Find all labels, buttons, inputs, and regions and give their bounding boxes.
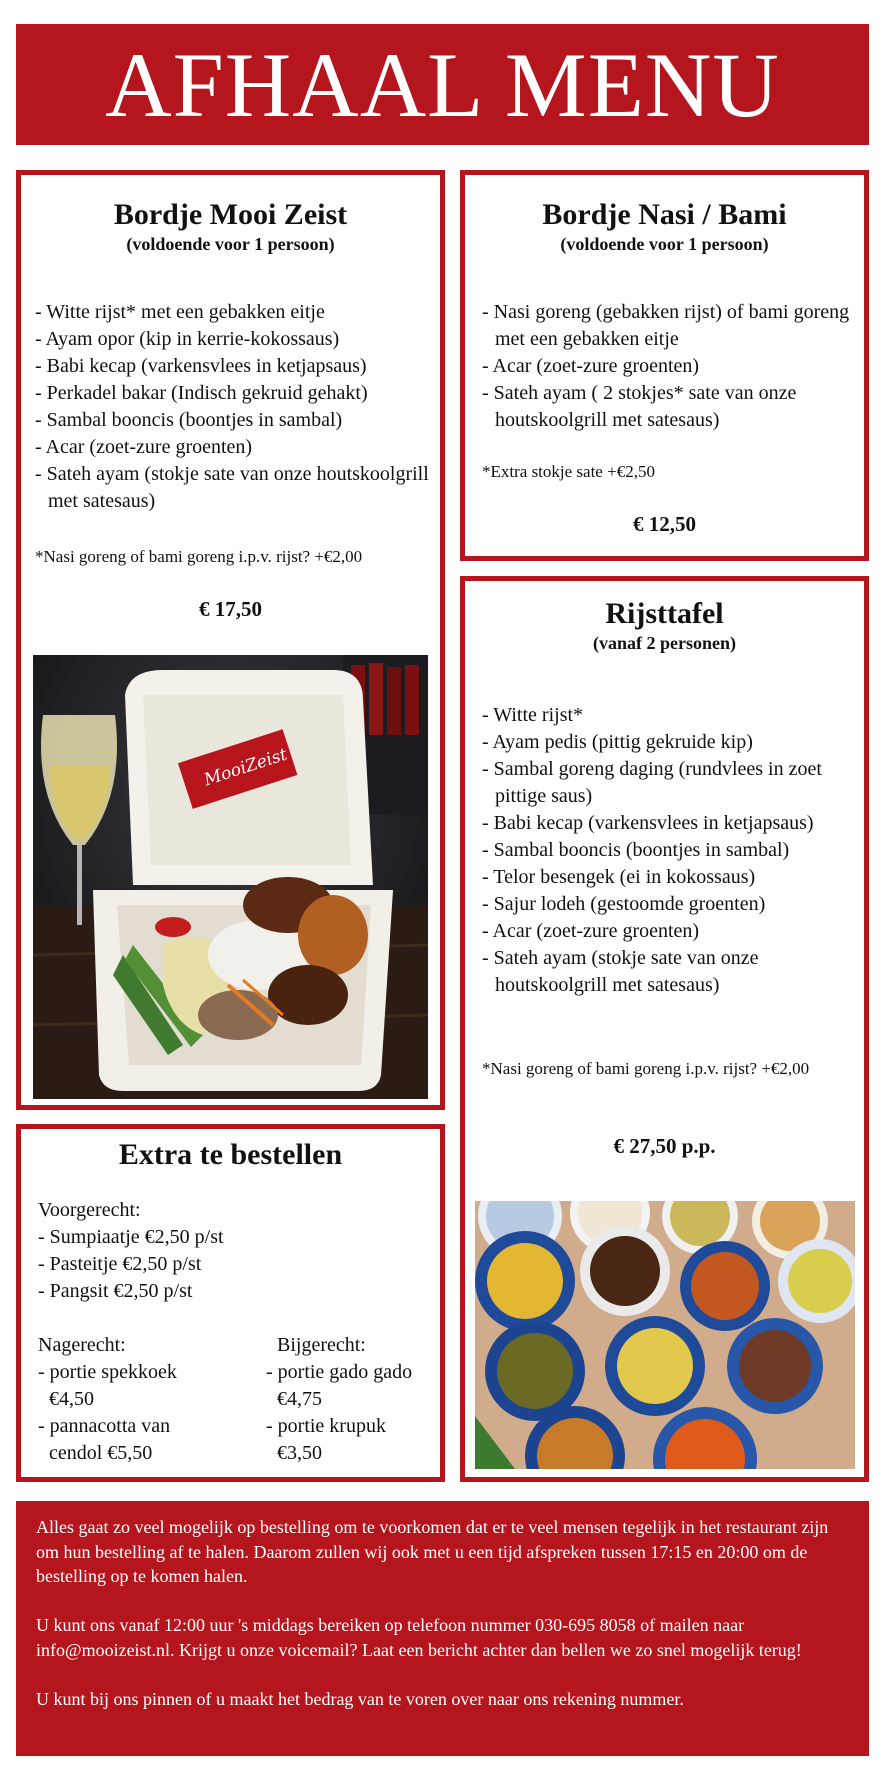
dish-note: *Nasi goreng of bami goreng i.p.v. rijst? +€2,00 [482, 1059, 810, 1078]
list-item: - Sateh ayam (stokje sate van onze houtskoolgrill met satesaus) [35, 463, 429, 512]
takeaway-box-photo [33, 655, 428, 1099]
menu-card-rijsttafel [460, 576, 869, 1482]
dish-title: Rijsttafel [605, 597, 724, 630]
list-item: - pannacotta van cendol €5,50 [38, 1415, 171, 1464]
dish-list [35, 299, 430, 515]
nagerecht-section [38, 1332, 218, 1467]
list-item: - Sajur lodeh (gestoomde groenten) [482, 893, 766, 915]
list-item: - Acar (zoet-zure groenten) [35, 436, 253, 458]
list-item: - Ayam pedis (pittig gekruide kip) [482, 731, 753, 753]
dish-price: € 27,50 p.p. [613, 1134, 716, 1158]
list-item: - Sambal booncis (boontjes in sambal) [482, 839, 790, 861]
dish-portion: (voldoende voor 1 persoon) [126, 234, 335, 254]
list-item: - portie spekkoek €4,50 [38, 1361, 177, 1410]
dish-price: € 17,50 [199, 597, 262, 621]
list-item: - Sambal goreng daging (rundvlees in zoet pittige saus) [482, 758, 822, 807]
list-item: - Perkadel bakar (Indisch gekruid gehakt) [35, 382, 368, 404]
list-item: - Sateh ayam (stokje sate van onze houtskoolgrill met satesaus) [482, 947, 759, 996]
footer-paragraph-order: Alles gaat zo veel mogelijk op bestelling om te voorkomen dat er te veel mensen tegelijk in het restaurant zijn om hun bestelling af te halen. Daarom zullen wij ook met u een tijd afspreken tussen 17:15 en 20:00 om de bestelling op te komen halen. [36, 1517, 829, 1586]
nagerecht-list [38, 1359, 218, 1467]
dish-list [482, 702, 860, 999]
rijsttafel-photo-art [475, 1201, 855, 1469]
voorgerecht-list [38, 1224, 298, 1305]
dish-title: Bordje Nasi / Bami [542, 198, 787, 231]
menu-card-nasi-bami [460, 170, 869, 561]
voorgerecht-label: Voorgerecht: [38, 1199, 141, 1221]
list-item: - Sambal booncis (boontjes in sambal) [35, 409, 343, 431]
list-item: - Sateh ayam ( 2 stokjes* sate van onze houtskoolgrill met satesaus) [482, 382, 797, 431]
list-item: - Babi kecap (varkensvlees in ketjapsaus) [482, 812, 814, 834]
menu-card-mooi-zeist [16, 170, 445, 1110]
list-item: - Sumpiaatje €2,50 p/st [38, 1226, 224, 1248]
list-item: - Witte rijst* [482, 704, 584, 726]
list-item: - Acar (zoet-zure groenten) [482, 920, 700, 942]
bijgerecht-label: Bijgerecht: [277, 1334, 366, 1356]
dish-list [482, 299, 857, 434]
title-banner [16, 24, 869, 145]
page-title: AFHAAL MENU [105, 33, 780, 136]
list-item: - Telor besengek (ei in kokossaus) [482, 866, 756, 888]
list-item: - Witte rijst* met een gebakken eitje [35, 301, 325, 323]
info-footer [16, 1501, 869, 1756]
footer-paragraph-contact: U kunt ons vanaf 12:00 uur 's middags bereiken op telefoon nummer 030-695 8058 of mailen naar info@mooizeist.nl. Krijgt u onze voicemail? Laat een bericht achter dan bellen we zo snel mogelijk terug! [36, 1615, 802, 1660]
voorgerecht-section [38, 1197, 298, 1305]
extras-title: Extra te bestellen [118, 1138, 343, 1171]
list-item: - Babi kecap (varkensvlees in ketjapsaus) [35, 355, 367, 377]
dish-title: Bordje Mooi Zeist [113, 198, 348, 231]
dish-note: *Extra stokje sate +€2,50 [482, 462, 655, 481]
list-item: - Ayam opor (kip in kerrie-kokossaus) [35, 328, 340, 350]
list-item: - Nasi goreng (gebakken rijst) of bami goreng met een gebakken eitje [482, 301, 850, 350]
nagerecht-label: Nagerecht: [38, 1334, 126, 1356]
list-item: - Pasteitje €2,50 p/st [38, 1253, 202, 1275]
extras-card [16, 1124, 445, 1482]
footer-paragraph-payment: U kunt bij ons pinnen of u maakt het bedrag van te voren over naar ons rekening nummer. [36, 1688, 684, 1709]
list-item: - Acar (zoet-zure groenten) [482, 355, 700, 377]
bijgerecht-list [266, 1359, 426, 1467]
dish-note: *Nasi goreng of bami goreng i.p.v. rijst? +€2,00 [35, 547, 363, 566]
dish-price: € 12,50 [633, 512, 696, 536]
list-item: - Pangsit €2,50 p/st [38, 1280, 193, 1302]
bijgerecht-section [266, 1332, 426, 1467]
dish-portion: (vanaf 2 personen) [593, 633, 736, 653]
dish-portion: (voldoende voor 1 persoon) [560, 234, 769, 254]
card-logo-text: MooiZeist [201, 744, 290, 791]
list-item: - portie krupuk €3,50 [266, 1415, 386, 1464]
list-item: - portie gado gado €4,75 [266, 1361, 413, 1410]
takeaway-photo-art [33, 655, 428, 1099]
rijsttafel-dishes-photo [475, 1201, 855, 1469]
